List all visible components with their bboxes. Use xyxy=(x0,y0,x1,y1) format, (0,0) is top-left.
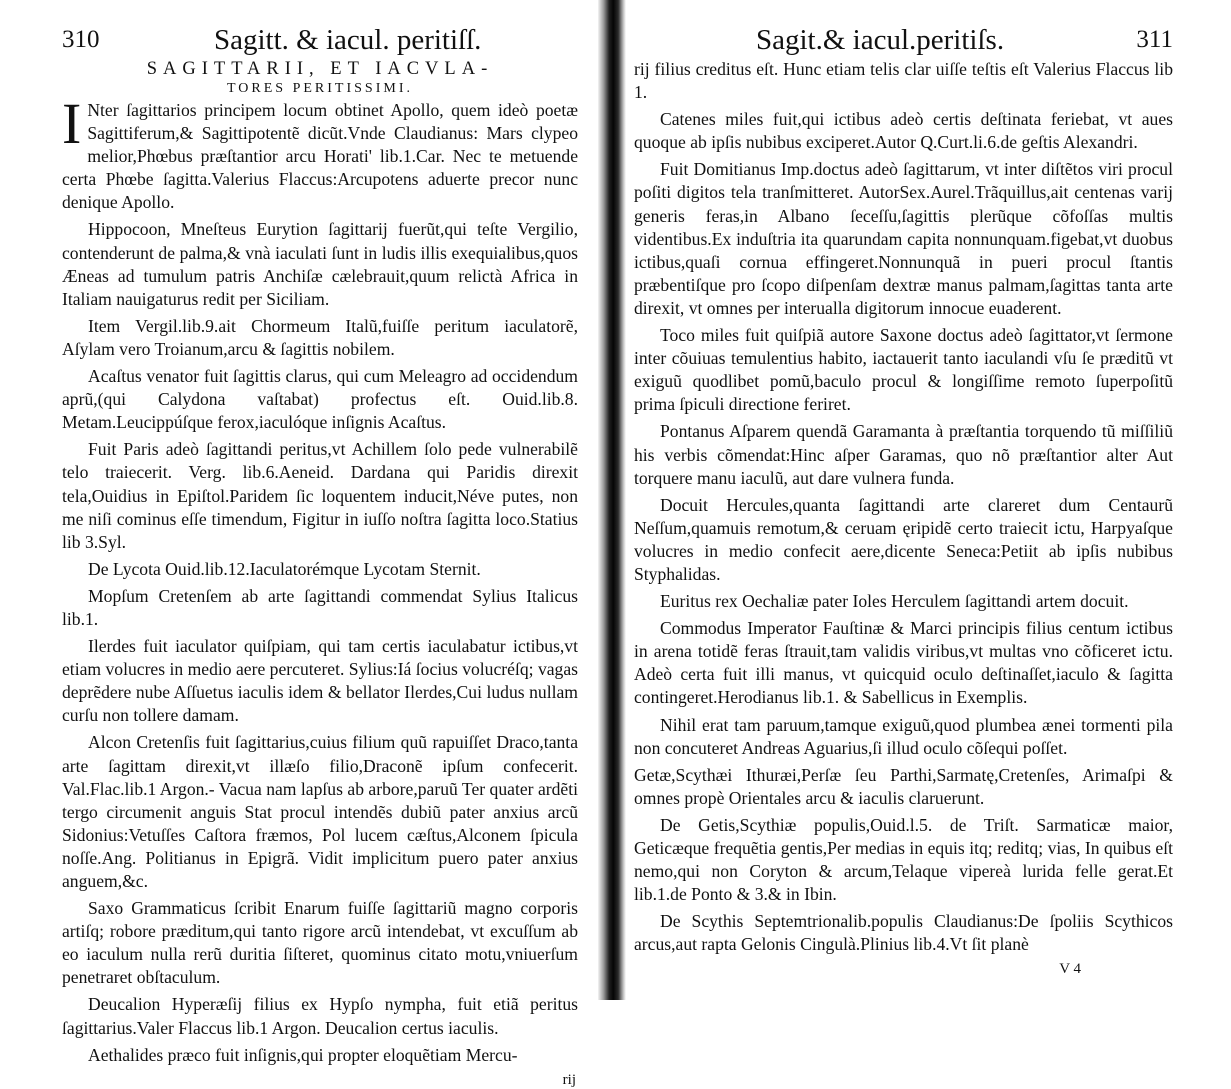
paragraph: Item Vergil.lib.9.ait Chormeum Italũ,fuiſſe peritum iaculatorẽ, Aſylam vero Troianum,arcu & ſagittis nobilem. xyxy=(62,315,578,359)
paragraph: Euritus rex Oechaliæ pater Ioles Herculem ſagittandi artem docuit. xyxy=(660,591,1129,612)
paragraph: Mopſum Cretenſem ab arte ſagittandi commendat Sylius Italicus lib.1. xyxy=(62,585,578,629)
paragraph: Toco miles fuit quiſpiã autore Saxone doctus adeò ſagittator,vt ſermone inter cõuiuas temulentius habito, iactauerit tanto iaculandi vſu ſe præditũ vt exiguũ quodlibet pomũ,baculo procul & longiſſime remoto ſuperpoſitũ prima ſpiculi directione feriret. xyxy=(634,325,1173,415)
running-title-right: Sagit.& iacul.peritiſs. xyxy=(756,24,1005,56)
page-number-right: 311 xyxy=(1136,26,1173,53)
paragraph: Fuit Domitianus Imp.doctus adeò ſagittarum, vt inter diſtẽtos viri procul poſiti digitos tela tranſmitteret. AutorSex.Aurel.Trãquillus,ait centenas varij generis feras,in Albano ſeceſſu,ſagittis plerũque cõfoſſas multis videntibus.Ex induſtria ita quarundam capita nonnunquam.figebat,vt duobus ictibus,quaſi cornua effingeret.Nonnunquã in pueri procul ſtantis præbentiſque pro ſcopo diſpenſam dextræ manus palmam,ſagittas tanta arte direxit, vt omnes per interualla digitorum innocue euaderent. xyxy=(634,159,1173,318)
page-number-left: 310 xyxy=(62,26,100,53)
paragraph: Docuit Hercules,quanta ſagittandi arte clareret dum Centaurũ Neſſum,quamuis remotum,& ceruam ęripidẽ certo traiecit ictu, Harpyaſque volucres in medio confecit aere,dicente Seneca:Petiit ab ipſis nubibus Styphalidas. xyxy=(634,494,1173,584)
paragraph: De Lycota Ouid.lib.12.Iaculatorémque Lycotam Sternit. xyxy=(88,558,481,579)
running-head-left xyxy=(62,22,578,58)
paragraph: Pontanus Aſparem quendã Garamanta à præſtantia torquendo tũ miſſiliũ his verbis cõmendat:Hinc aſper Garamas, quo nõ præſtantior alter Aut torquere manu iaculũ, aut dare vulnera funda. xyxy=(634,421,1173,488)
paragraph: Catenes miles fuit,qui ictibus adeò certis deſtinata feriebat, vt aues quoque ab ipſis nubibus exciperet.Autor Q.Curt.li.6.de geſtis Alexandri. xyxy=(634,109,1173,153)
paragraph: INter ſagittarios principem locum obtinet Apollo, quem ideò poetæ Sagittiferum,& Sagittipotentẽ dicũt.Vnde Claudianus: Mars clypeo melior,Phœbus præſtantior arcu Horati' lib.1.Car. Nec te metuende certa Phœbe ſagitta.Valerius Flaccus:Arcupotens aduerte precor nunc denique Apollo. xyxy=(62,91,578,213)
paragraph: Acaſtus venator fuit ſagittis clarus, qui cum Meleagro ad occidendum aprũ,(qui Calydona vaſtabat) profectus eſt. Ouid.lib.8. Metam.Leucippúſque ferox,iaculóque inſignis Acaſtus. xyxy=(62,366,578,433)
right-text xyxy=(634,58,1173,956)
paragraph: Ilerdes fuit iaculator quiſpiam, qui tam certis iaculabatur ictibus,vt etiam volucres in medio aere percuteret. Sylius:Iá ſocius volucréſq; vagas deprẽdere nube Aſſuetus iaculis idem & bellator Ilerdes,Cui ludus nullam curſu non tollere damam. xyxy=(62,636,578,726)
right-page xyxy=(626,0,1231,1000)
paragraph: Commodus Imperator Fauſtinæ & Marci principis filius centum ictibus in arena totidẽ feras ſtrauit,tam validis viribus,vt multas vno cõficeret ictu. Adeò certa fuit illi manus, vt quicquid oculo deſtinaſſet,iaculo & ſagitta contingeret.Herodianus lib.1. & Sabellicus in Exemplis. xyxy=(634,618,1173,708)
paragraph: rij filius creditus eſt. Hunc etiam telis clar uiſſe teſtis eſt Valerius Flaccus lib 1. xyxy=(634,59,1173,103)
paragraph: De Getis,Scythiæ populis,Ouid.l.5. de Triſt. Sarmaticæ maior, Geticæque frequẽtia gentis,Per medias in equis itq; reditq; vias, In quibus eſt nemo,qui non Coryton & arcum,Telaque vipereà lurida felle gerat.Et lib.1.de Ponto & 3.& in Ibin. xyxy=(634,814,1173,905)
paragraph: Saxo Grammaticus ſcribit Enarum fuiſſe ſagittariũ magno corporis artiſq; robore præditum,qui tanto rigore arcũ intendebat, vt excuſſum ab eo iaculum nulla rerũ duritia ſiſteret, quominus citato motu,vniuerſum penetraret obſtaculum. xyxy=(62,898,578,988)
catchword: rij xyxy=(562,1071,576,1088)
paragraph: De Scythis Septemtrionalib.populis Claudianus:De ſpoliis Scythicos arcus,aut rapta Gelonis Cingulà.Plinius lib.4.Vt ſit planè xyxy=(634,911,1173,955)
book-gutter xyxy=(598,0,626,1000)
paragraph: Alcon Cretenſis fuit ſagittarius,cuius filium quũ rapuiſſet Draco,tanta arte ſagittam direxit,vt illæſo filio,Draconẽ ipſum confecerit. Val.Flac.lib.1 Argon.- Vacua nam lapſus ab arbore,paruũ Ter quater ardẽti tergo circumenit anguis Stat procul intendẽs dubiũ pater anxius arcũ Sidonius:Vetuſſes Caſtora fræmos, Pol lucem cæſtus,Alconem ſpicula noſſe.Ang. Politianus in Epigrã. Vidit implicitum puero pater anxius anguem,&c. xyxy=(62,732,578,891)
running-head-right xyxy=(634,22,1173,58)
running-title-left: Sagitt. & iacul. peritiſſ. xyxy=(214,24,482,56)
left-text xyxy=(62,58,578,1089)
chapter-title: SAGITTARII, ET IACVLA- xyxy=(146,59,494,79)
signature-mark: V 4 xyxy=(1059,961,1081,977)
paragraph: Fuit Paris adeò ſagittandi peritus,vt Achillem ſolo pede vulnerabilẽ telo traiecerit. Verg. lib.6.Aeneid. Dardana qui Paridis direxit tela,Ouidius in Epiſtol.Paridem ſic loquentem inducit,Néve putes, non me niſi cominus eſſe timendum, Figitur in iuſſo noſtra ſagitta loco.Statius lib 3.Syl. xyxy=(62,439,578,552)
paragraph: Getæ,Scythæi Ithuræi,Perſæ ſeu Parthi,Sarmatę,Cretenſes, Arimaſpi & omnes propè Orientales arcu & iaculis claruerunt. xyxy=(634,764,1173,808)
paragraph: Deucalion Hyperæſij filius ex Hypſo nympha, fuit etiã peritus ſagittarius.Valer Flaccus lib.1 Argon. Deucalion certus iaculis. xyxy=(62,994,578,1038)
paragraph: Hippocoon, Mneſteus Eurytion ſagittarij fuerũt,qui teſte Vergilio, contenderunt de palma,& vnà iaculati ſunt in ludis illis exequialibus,quos Æneas ad tumulum patris Anchiſæ cælebrauit,quum relictà Africa in Italiam nauigaturus redit per Siciliam. xyxy=(62,219,578,309)
left-page xyxy=(0,0,598,1088)
paragraph: Nihil erat tam paruum,tamque exiguũ,quod plumbea ænei tormenti pila non concuteret Andreas Aguarius,ſi illud oculo cõſequi poſſet. xyxy=(634,714,1173,758)
chapter-title-2: TORES PERITISSIMI. xyxy=(227,81,413,96)
paragraph: Aethalides præco fuit inſignis,qui propter eloquẽtiam Mercu- xyxy=(88,1044,518,1065)
